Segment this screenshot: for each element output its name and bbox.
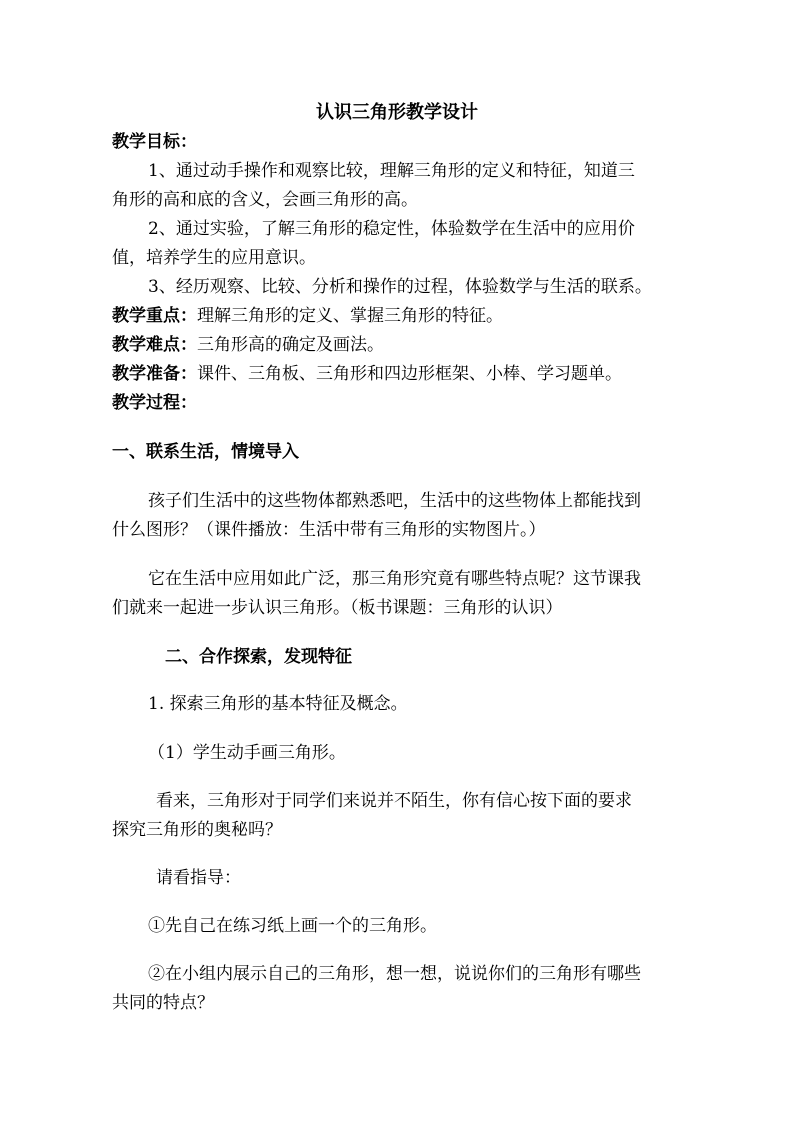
section-2-step-1-1: （1）学生动手画三角形。: [148, 743, 346, 763]
guide-label: 请看指导：: [156, 868, 241, 888]
preparation: [112, 363, 692, 385]
objective-2-line-2: 值，培养学生的应用意识。: [112, 248, 316, 268]
objectives-label: 教学目标：: [112, 132, 197, 152]
guide-step-1: ①先自己在练习纸上画一个的三角形。: [148, 916, 437, 936]
difficulty: [112, 334, 692, 356]
section-1-paragraph-1-line-2: 什么图形？（课件播放：生活中带有三角形的实物图片。）: [112, 520, 546, 540]
preparation-text: 课件、三角板、三角形和四边形框架、小棒、学习题单。: [197, 364, 622, 384]
key-point: [112, 305, 692, 327]
objective-1-line-2: 角形的高和底的含义，会画三角形的高。: [112, 190, 418, 210]
objective-2-line-1: 2、通过实验，了解三角形的稳定性，体验数学在生活中的应用价: [148, 219, 635, 239]
section-2-paragraph-line-1: 看来，三角形对于同学们来说并不陌生，你有信心按下面的要求: [156, 791, 632, 811]
difficulty-text: 三角形高的确定及画法。: [197, 335, 384, 355]
section-1-paragraph-2-line-2: 们就来一起进一步认识三角形。（板书课题：三角形的认识）: [112, 598, 563, 618]
key-point-label: 教学重点：: [112, 306, 197, 326]
guide-step-2-line-1: ②在小组内展示自己的三角形，想一想，说说你们的三角形有哪些: [148, 964, 641, 984]
section-1-paragraph-2-line-1: 它在生活中应用如此广泛，那三角形究竟有哪些特点呢？这节课我: [148, 569, 641, 589]
section-1-paragraph-1-line-1: 孩子们生活中的这些物体都熟悉吧，生活中的这些物体上都能找到: [148, 491, 641, 511]
section-2-paragraph-line-2: 探究三角形的奥秘吗？: [112, 820, 282, 840]
section-2-heading: 二、合作探索，发现特征: [165, 647, 352, 667]
difficulty-label: 教学难点：: [112, 335, 197, 355]
objective-3: 3、经历观察、比较、分析和操作的过程，体验数学与生活的联系。: [148, 277, 652, 297]
key-point-text: 理解三角形的定义、掌握三角形的特征。: [197, 306, 503, 326]
guide-step-2-line-2: 共同的特点？: [112, 993, 214, 1013]
objective-1-line-1: 1、通过动手操作和观察比较，理解三角形的定义和特征，知道三: [148, 161, 635, 181]
section-2-step-1: 1. 探索三角形的基本特征及概念。: [148, 694, 408, 714]
document-title: 认识三角形教学设计: [316, 102, 478, 123]
process-label: 教学过程：: [112, 393, 197, 413]
preparation-label: 教学准备：: [112, 364, 197, 384]
section-1-heading: 一、联系生活，情境导入: [112, 442, 299, 462]
